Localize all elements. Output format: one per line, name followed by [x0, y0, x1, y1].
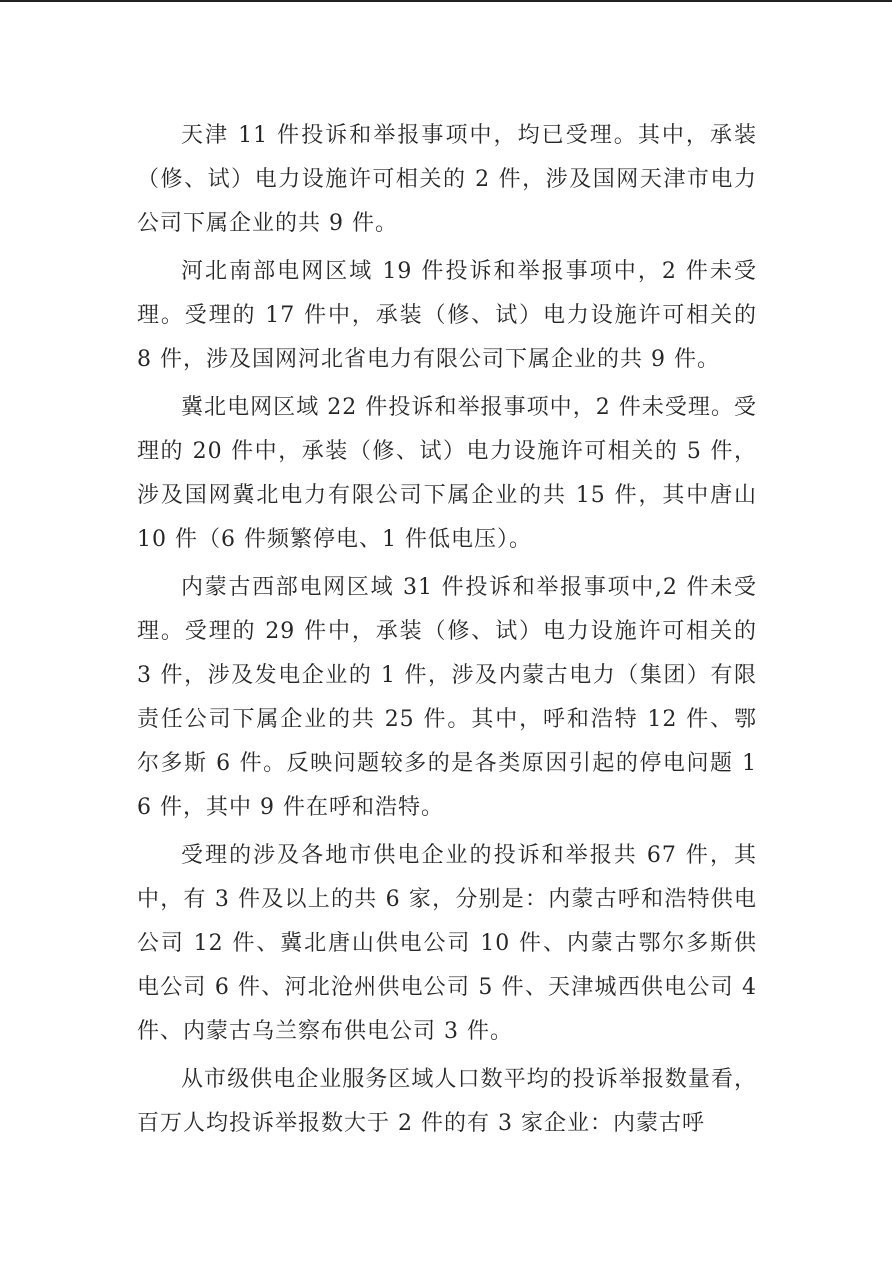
paragraph-hebei-south: 河北南部电网区域 19 件投诉和举报事项中，2 件未受理。受理的 17 件中，承装（修、试）电力设施许可相关的 8 件，涉及国网河北省电力有限公司下属企业的共 9 件。 [137, 259, 757, 372]
paragraph-inner-mongolia-west: 内蒙古西部电网区域 31 件投诉和举报事项中,2 件未受理。受理的 29 件中，承装（修、试）电力设施许可相关的 3 件，涉及发电企业的 1 件，涉及内蒙古电力（集团）有限责任公司下属企业的共 25 件。其中，呼和浩特 12 件、鄂尔多斯 6 件。反映问题较多的是各类原因引起的停电问题 16 件，其中 9 件在呼和浩特。 [137, 575, 757, 820]
paragraph-jibei: 冀北电网区域 22 件投诉和举报事项中，2 件未受理。受理的 20 件中，承装（修、试）电力设施许可相关的 5 件，涉及国网冀北电力有限公司下属企业的共 15 件，其中唐山 10 件（6 件频繁停电、1 件低电压）。 [137, 395, 757, 552]
paragraph-per-capita: 从市级供电企业服务区域人口数平均的投诉举报数量看，百万人均投诉举报数大于 2 件的有 3 家企业：内蒙古呼 [137, 1067, 757, 1136]
paragraph-city-suppliers: 受理的涉及各地市供电企业的投诉和举报共 67 件，其中，有 3 件及以上的共 6 家，分别是：内蒙古呼和浩特供电公司 12 件、冀北唐山供电公司 10 件、内蒙古鄂尔多斯供电公司 6 件、河北沧州供电公司 5 件、天津城西供电公司 4 件、内蒙古乌兰察布供电公司 3 件。 [137, 843, 757, 1044]
paragraph-tianjin: 天津 11 件投诉和举报事项中，均已受理。其中，承装（修、试）电力设施许可相关的 2 件，涉及国网天津市电力公司下属企业的共 9 件。 [137, 123, 757, 236]
document-body [137, 114, 757, 1150]
